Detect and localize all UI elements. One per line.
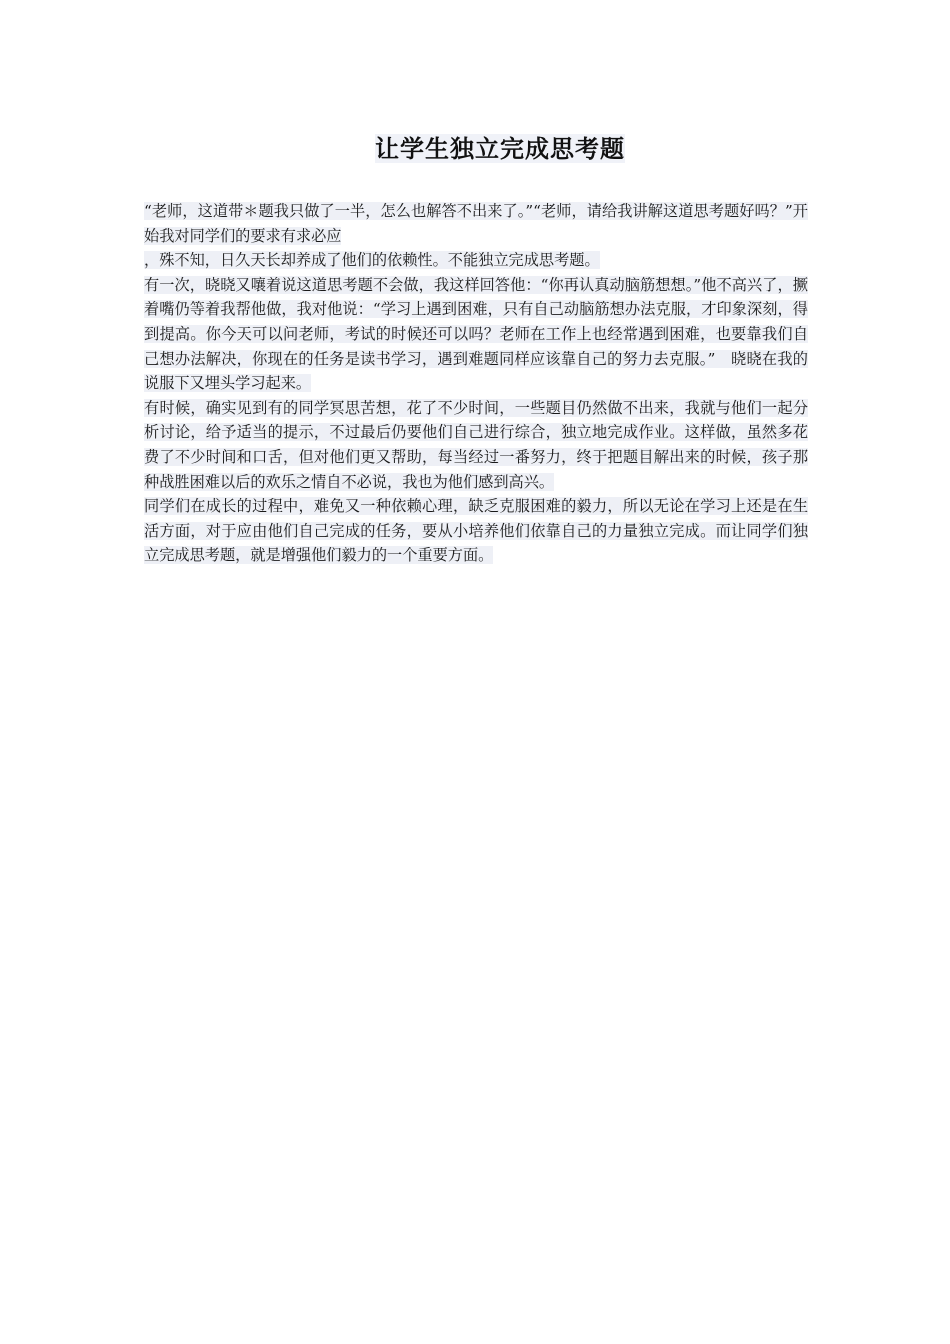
paragraph-5-text: 同学们在成长的过程中，难免又一种依赖心理，缺乏克服困难的毅力，所以无论在学习上还是在生活方面，对于应由他们自己完成的任务，要从小培养他们依靠自己的力量独立完成。而让同学们独立完成思考题，就是增强他们毅力的一个重要方面。 <box>144 497 808 565</box>
paragraph-1-text: “老师，这道带＊题我只做了一半，怎么也解答不出来了。”“老师，请给我讲解这道思考题好吗？”开始我对同学们的要求有求必应 <box>144 202 808 245</box>
paragraph-2-text: ，殊不知，日久天长却养成了他们的依赖性。不能独立完成思考题。 <box>144 251 600 270</box>
paragraph-3 <box>144 273 808 396</box>
paragraph-1 <box>144 199 808 248</box>
document-title <box>0 131 950 167</box>
paragraph-4 <box>144 396 808 494</box>
document-title-text: 让学生独立完成思考题 <box>375 134 625 163</box>
paragraph-4-text: 有时候，确实见到有的同学冥思苦想，花了不少时间，一些题目仍然做不出来，我就与他们一起分析讨论，给予适当的提示，不过最后仍要他们自己进行综合，独立地完成作业。这样做，虽然多花费了不少时间和口舌，但对他们更又帮助，每当经过一番努力，终于把题目解出来的时候，孩子那种战胜困难以后的欢乐之情自不必说，我也为他们感到高兴。 <box>144 398 808 491</box>
paragraph-5 <box>144 494 808 568</box>
paragraph-3-text: 有一次，晓晓又嚷着说这道思考题不会做，我这样回答他：“你再认真动脑筋想想。”他不高兴了，撅着嘴仍等着我帮他做，我对他说：“学习上遇到困难，只有自己动脑筋想办法克服，才印象深刻，得到提高。你今天可以问老师，考试的时候还可以吗？老师在工作上也经常遇到困难，也要靠我们自己想办法解决，你现在的任务是读书学习，遇到难题同样应该靠自己的努力去克服。” 晓晓在我的说服下又埋头学习起来。 <box>144 275 808 393</box>
document-body <box>144 199 808 568</box>
paragraph-2 <box>144 248 808 273</box>
